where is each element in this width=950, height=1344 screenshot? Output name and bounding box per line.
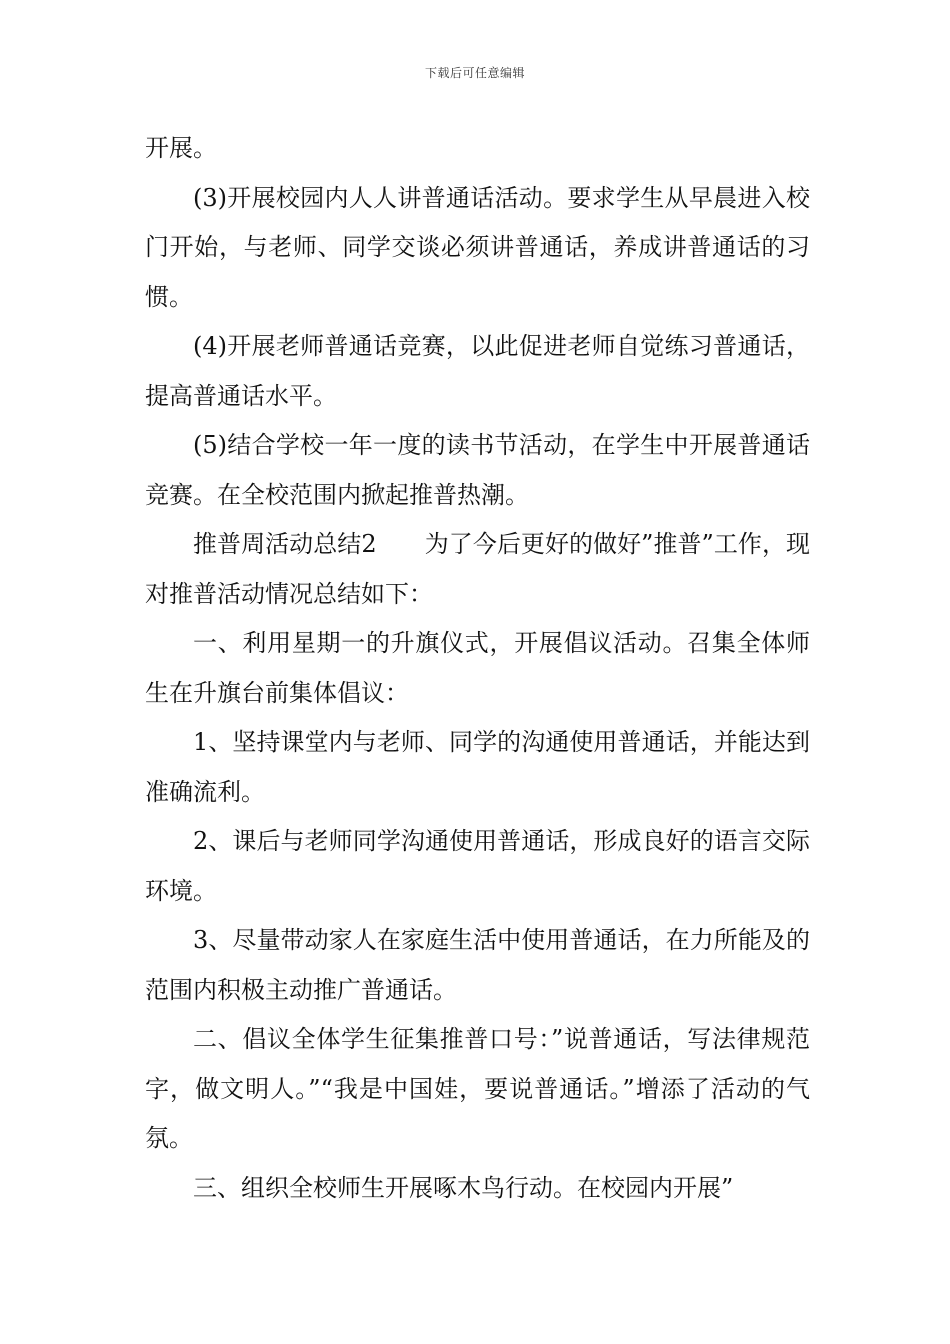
paragraph-continuation: 开展。 — [145, 134, 217, 162]
paragraph-summary-2-intro: 推普周活动总结2 为了今后更好的做好”推普”工作，现对推普活动情况总结如下： — [145, 530, 810, 608]
page-header: 下载后可任意编辑 — [424, 66, 525, 80]
document-body — [145, 124, 810, 1213]
paragraph-point-2: 2、课后与老师同学沟通使用普通话，形成良好的语言交际环境。 — [145, 827, 810, 905]
paragraph-section-2: 二、倡议全体学生征集推普口号：”说普通话，写法律规范字，做文明人。”“我是中国娃，要说普通话。”增添了活动的气氛。 — [145, 1025, 810, 1152]
paragraph-item-4: (4)开展老师普通话竞赛，以此促进老师自觉练习普通话，提高普通话水平。 — [145, 332, 810, 410]
paragraph-section-3: 三、组织全校师生开展啄木鸟行动。在校园内开展” — [193, 1173, 734, 1202]
paragraph-item-5: (5)结合学校一年一度的读书节活动，在学生中开展普通话竞赛。在全校范围内掀起推普热潮。 — [145, 431, 810, 509]
paragraph-point-1: 1、坚持课堂内与老师、同学的沟通使用普通话，并能达到准确流利。 — [145, 728, 810, 806]
paragraph-item-3: (3)开展校园内人人讲普通话活动。要求学生从早晨进入校门开始，与老师、同学交谈必须讲普通话，养成讲普通话的习惯。 — [145, 183, 810, 311]
paragraph-section-1: 一、利用星期一的升旗仪式，开展倡议活动。召集全体师生在升旗台前集体倡议： — [145, 629, 810, 707]
paragraph-point-3: 3、尽量带动家人在家庭生活中使用普通话，在力所能及的范围内积极主动推广普通话。 — [145, 926, 810, 1004]
